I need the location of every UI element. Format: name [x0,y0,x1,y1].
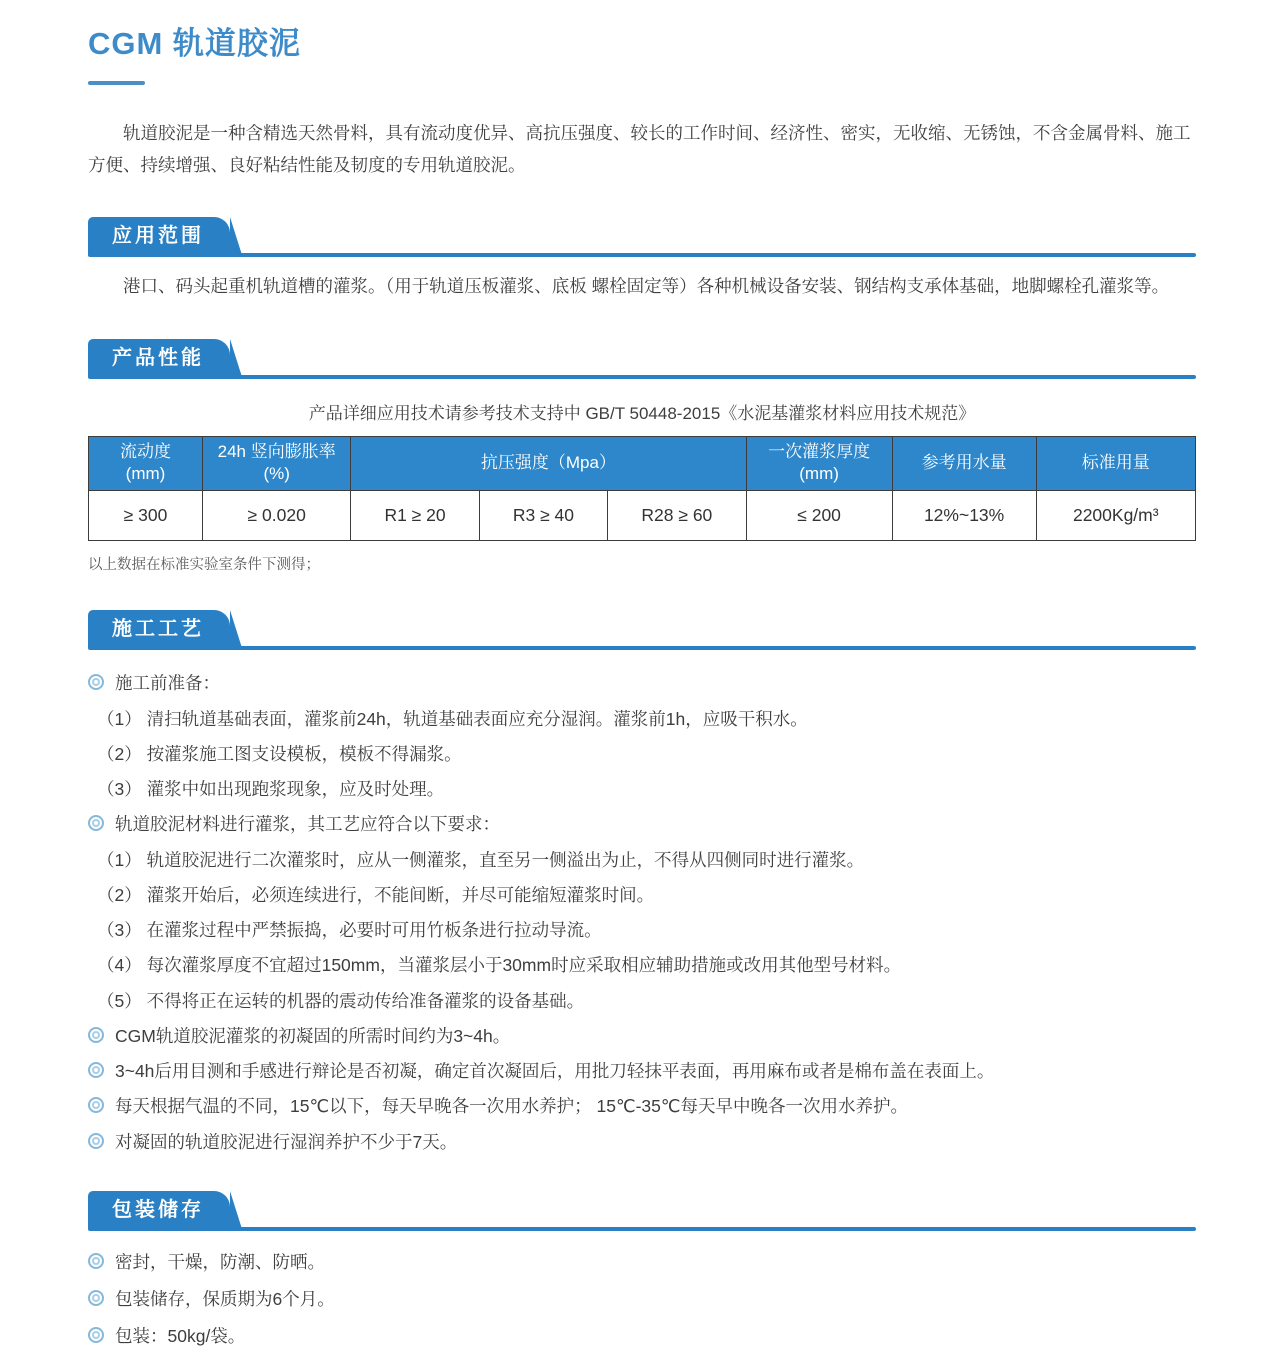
list-item: 施工前准备： [88,670,1196,696]
page-title: CGM 轨道胶泥 [88,26,301,61]
section-performance-header [88,339,1196,379]
list-item: 3~4h后用目测和手感进行辩论是否初凝，确定首次凝固后，用批刀轻抹平表面，再用麻布或者是棉布盖在表面上。 [88,1058,1196,1084]
col-header-flowability: 流动度 (mm) [89,436,203,491]
list-item: （1） 轨道胶泥进行二次灌浆时，应从一侧灌浆，直至另一侧溢出为止，不得从四侧同时进行灌浆。 [97,849,865,870]
section-badge-application: 应用范围 [88,217,230,255]
section-badge-performance: 产品性能 [88,339,230,377]
list-item: 每天根据气温的不同，15℃以下，每天早晚各一次用水养护； 15℃-35℃每天早中晚各一次用水养护。 [88,1093,1196,1119]
application-paragraph: 港口、码头起重机轨道槽的灌浆。（用于轨道压板灌浆、底板 螺栓固定等）各种机械设备安装、钢结构支承体基础，地脚螺栓孔灌浆等。 [123,276,1170,296]
section-badge-packaging: 包装储存 [88,1191,230,1229]
col-header-expansion: 24h 竖向膨胀率 (%) [203,436,351,491]
spec-table-value-row [89,491,1196,541]
ring-bullet-icon [88,1133,104,1149]
list-item: （5） 不得将正在运转的机器的震动传给准备灌浆的设备基础。 [97,990,585,1011]
value-grout-thickness: ≤ 200 [746,491,892,541]
value-strength-r1: R1 ≥ 20 [351,491,479,541]
list-item: （3） 在灌浆过程中严禁振捣，必要时可用竹板条进行拉动导流。 [97,920,602,941]
col-header-grout-thickness: 一次灌浆厚度 (mm) [746,436,892,491]
spec-table-header-row [89,436,1196,491]
list-item: （1） 清扫轨道基础表面，灌浆前24h，轨道基础表面应充分湿润。灌浆前1h，应吸干积水。 [97,708,808,729]
section-badge-process: 施工工艺 [88,610,230,648]
list-item: 轨道胶泥材料进行灌浆，其工艺应符合以下要求： [88,811,1196,837]
value-water-ratio: 12%~13% [892,491,1036,541]
ring-bullet-icon [88,1253,104,1269]
value-strength-r28: R28 ≥ 60 [608,491,746,541]
list-item: （2） 灌浆开始后，必须连续进行，不能间断，并尽可能缩短灌浆时间。 [97,884,655,905]
list-item: （4） 每次灌浆厚度不宜超过150mm，当灌浆层小于30mm时应采取相应辅助措施或改用其他型号材料。 [97,955,902,976]
list-item: CGM轨道胶泥灌浆的初凝固的所需时间约为3~4h。 [88,1023,1196,1049]
title-underline [88,81,145,85]
col-header-compressive-strength: 抗压强度（Mpa） [351,436,746,491]
ring-bullet-icon [88,674,104,690]
section-rule [88,375,1196,379]
ring-bullet-icon [88,1027,104,1043]
process-list [88,670,1196,1155]
value-flowability: ≥ 300 [89,491,203,541]
standard-reference-line: 产品详细应用技术请参考技术支持中 GB/T 50448-2015《水泥基灌浆材料应用技术规范》 [308,403,976,423]
section-process-header [88,610,1196,650]
list-item: 包装：50kg/袋。 [88,1323,1196,1349]
col-header-standard-dosage: 标准用量 [1036,436,1195,491]
list-item: 对凝固的轨道胶泥进行湿润养护不少于7天。 [88,1129,1196,1155]
list-item: 包装储存，保质期为6个月。 [88,1286,1196,1312]
list-item: 密封，干燥，防潮、防晒。 [88,1249,1196,1275]
packaging-list [88,1249,1196,1350]
ring-bullet-icon [88,1327,104,1343]
section-packaging-header [88,1191,1196,1231]
ring-bullet-icon [88,1097,104,1113]
spec-table [88,436,1196,542]
value-strength-r3: R3 ≥ 40 [479,491,607,541]
section-rule [88,253,1196,257]
value-standard-dosage: 2200Kg/m³ [1036,491,1195,541]
list-item: （3） 灌浆中如出现跑浆现象，应及时处理。 [97,779,445,800]
section-rule [88,646,1196,650]
section-application-header [88,217,1196,257]
ring-bullet-icon [88,1062,104,1078]
ring-bullet-icon [88,1290,104,1306]
lab-condition-note: 以上数据在标准实验室条件下测得； [88,557,320,574]
value-expansion: ≥ 0.020 [203,491,351,541]
list-item: （2） 按灌浆施工图支设模板，模板不得漏浆。 [97,743,462,764]
ring-bullet-icon [88,815,104,831]
section-rule [88,1227,1196,1231]
intro-paragraph: 轨道胶泥是一种含精选天然骨料，具有流动度优异、高抗压强度、较长的工作时间、经济性、密实，无收缩、无锈蚀，不含金属骨料、施工方便、持续增强、良好粘结性能及韧度的专用轨道胶泥。 [88,123,1191,175]
col-header-water-ratio: 参考用水量 [892,436,1036,491]
